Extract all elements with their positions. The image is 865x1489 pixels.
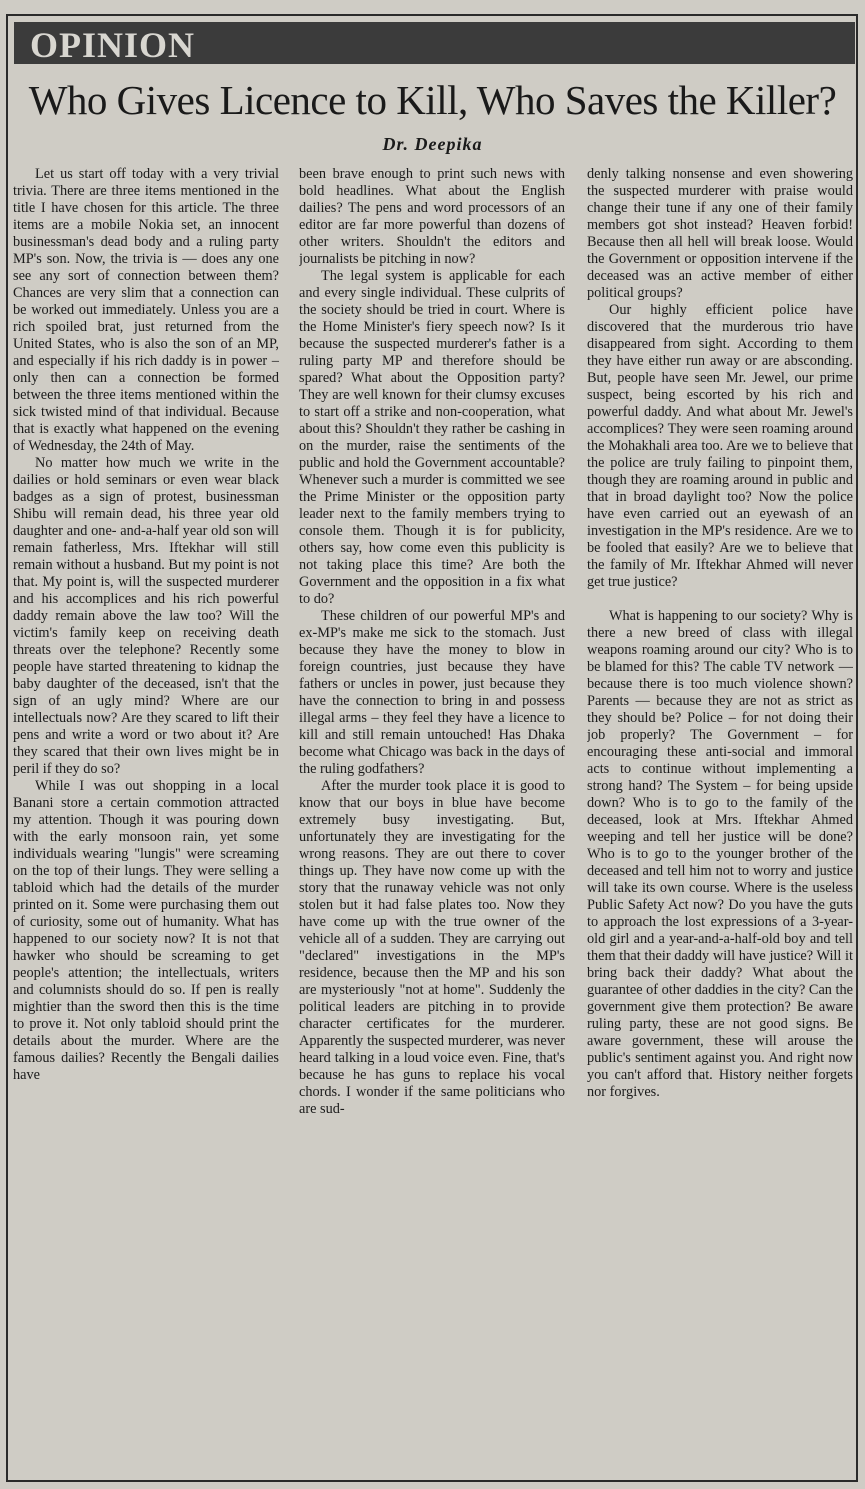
paragraph: These children of our powerful MP's and ex-MP's make me sick to the stomach. Just because they have the money to blow in foreign countries, just because they have fathers or uncles in power, just because they have the connection to bring in and possess illegal arms – they feel they have a licence to kill and still remain untouched! Has Dhaka become what Chicago was back in the days of the ruling godfathers? xyxy=(299,608,565,777)
article-column-1 xyxy=(13,166,279,1470)
article-byline: Dr. Deepika xyxy=(382,134,483,154)
section-label: OPINION xyxy=(30,25,196,65)
paragraph: What is happening to our society? Why is there a new breed of class with illegal weapons roaming around our city? Who is to be blamed for this? The cable TV network — because there is too much violence shown? Parents — because they are not as strict as they should be? Police – for not doing their job properly? The Government – for encouraging these anti-social and immoral acts to continue without implementing a strong hand? The System – for being upside down? Who is to go to the family of the deceased, look at Mrs. Iftekhar Ahmed weeping and tell her justice will be done? Who is to go to the younger brother of the deceased and tell him not to worry and justice will take its own course. Where is the useless Public Safety Act now? Do you have the guts to approach the lost expressions of a 3-year-old girl and a year-and-a-half-old boy and tell them that their daddy will have justice? Will it bring back their daddy? What about the guarantee of other daddies in the city? Can the government give them protection? Be aware ruling party, these are not good signs. Be aware government, these will arouse the public's sentiment against you. And right now you can't afford that. History neither forgets nor forgives. xyxy=(587,608,853,1100)
paragraph: Let us start off today with a very trivial trivia. There are three items mentioned in the title I have chosen for this article. The three items are a mobile Nokia set, an innocent businessman's dead body and a ruling party MP's son. Now, the trivia is — does any one see any sort of connection between them? Chances are very slim that a connection can be worked out immediately. Unless you are a rich spoiled brat, just returned from the United States, who is also the son of an MP, and especially if his rich daddy is in power – only then can a connection be formed between the three items mentioned within the sick twisted mind of that individual. Because that is exactly what happened on the evening of Wednesday, the 24th of May. xyxy=(13,166,279,454)
paragraph: Our highly efficient police have discovered that the murderous trio have disappeared from sight. According to them they have either run away or are absconding. But, people have seen Mr. Jewel, our prime suspect, being escorted by his rich and powerful daddy. And what about Mr. Jewel's accomplices? They were seen roaming around the Mohakhali area too. Are we to believe that the police are truly failing to pinpoint them, though they are roaming around in public and that in broad daylight too? Now the police have even carried out an eyewash of an investigation in the MP's residence. Are we to be fooled that easily? Are we to believe that the family of Mr. Iftekhar Ahmed will never get true justice? xyxy=(587,302,853,590)
article-column-2 xyxy=(299,166,565,1470)
article-headline: Who Gives Licence to Kill, Who Saves the Killer? xyxy=(28,77,837,123)
paragraph: After the murder took place it is good to know that our boys in blue have become extremely busy investigating. But, unfortunately they are investigating for the wrong reasons. They are out there to cover things up. They have now come up with the story that the runaway vehicle was not only stolen but it had false plates too. Now they have come up with the true owner of the vehicle all of a sudden. They are carrying out "declared" investigations in the MP's residence, because then the MP and his son are mysteriously "not at home". Suddenly the political leaders are pitching in to provide character certificates for the murderer. Apparently the suspected murderer, was never heard talking in a loud voice even. Fine, that's because he has guns to replace his vocal chords. I wonder if the same politicians who are sud- xyxy=(299,778,565,1117)
paragraph: denly talking nonsense and even showering the suspected murderer with praise would change their tune if any one of their family members got shot instead? Heaven forbid! Because then all hell will break loose. Would the Government or opposition intervene if the deceased was an active member of either political groups? xyxy=(587,166,853,301)
paragraph: The legal system is applicable for each and every single individual. These culprits of the society should be tried in court. Where is the Home Minister's fiery speech now? Is it because the suspected murderer's father is a ruling party MP and therefore should be spared? What about the Opposition party? They are well known for their clumsy excuses to start off a strike and non-cooperation, what about this? Shouldn't they rather be cashing in on the murder, raise the sentiments of the public and hold the Government accountable? Whenever such a murder is committed we see the Prime Minister or the opposition party leader next to the family members trying to console them. Though it is for publicity, others say, how come even this publicity is not taking place this time? Are both the Government and the opposition in a fix what to do? xyxy=(299,268,565,607)
paragraph: While I was out shopping in a local Banani store a certain commotion attracted my attention. Though it was pouring down with the early monsoon rain, yet some individuals wearing "lungis" were screaming on the top of their lungs. They were selling a tabloid which had the details of the murder printed on it. Some were purchasing them out of curiosity, some out of humanity. What has happened to our society now? It is not that hawker who should be screaming to get people's attention; the intellectuals, writers and columnists should do so. If pen is really mightier than the sword then this is the time to prove it. Not only tabloid should print the details about the murder. Where are the famous dailies? Recently the Bengali dailies have xyxy=(13,778,279,1083)
article-column-3 xyxy=(587,166,853,1470)
paragraph: No matter how much we write in the dailies or hold seminars or even wear black badges as a sign of protest, businessman Shibu will remain dead, his three year old daughter and one- and-a-half year old son will remain fatherless, Mrs. Iftekhar will still remain without a husband. But my point is not that. My point is, will the suspected murderer and his accomplices and his rich powerful daddy remain above the law too? Will the victim's family keep on receiving death threats over the telephone? Recently some people have started threatening to kidnap the baby daughter of the deceased, isn't that the sign of an ugly mind? Where are our intellectuals now? Are they scared to lift their pens and write a word or two about it? Are they scared that their own lives might be in peril if they do so? xyxy=(13,455,279,777)
section-banner xyxy=(14,22,855,64)
paragraph: been brave enough to print such news with bold headlines. What about the English dailies? The pens and word processors of an editor are far more powerful than dozens of other writers. Shouldn't the editors and journalists be pitching in now? xyxy=(299,166,565,267)
